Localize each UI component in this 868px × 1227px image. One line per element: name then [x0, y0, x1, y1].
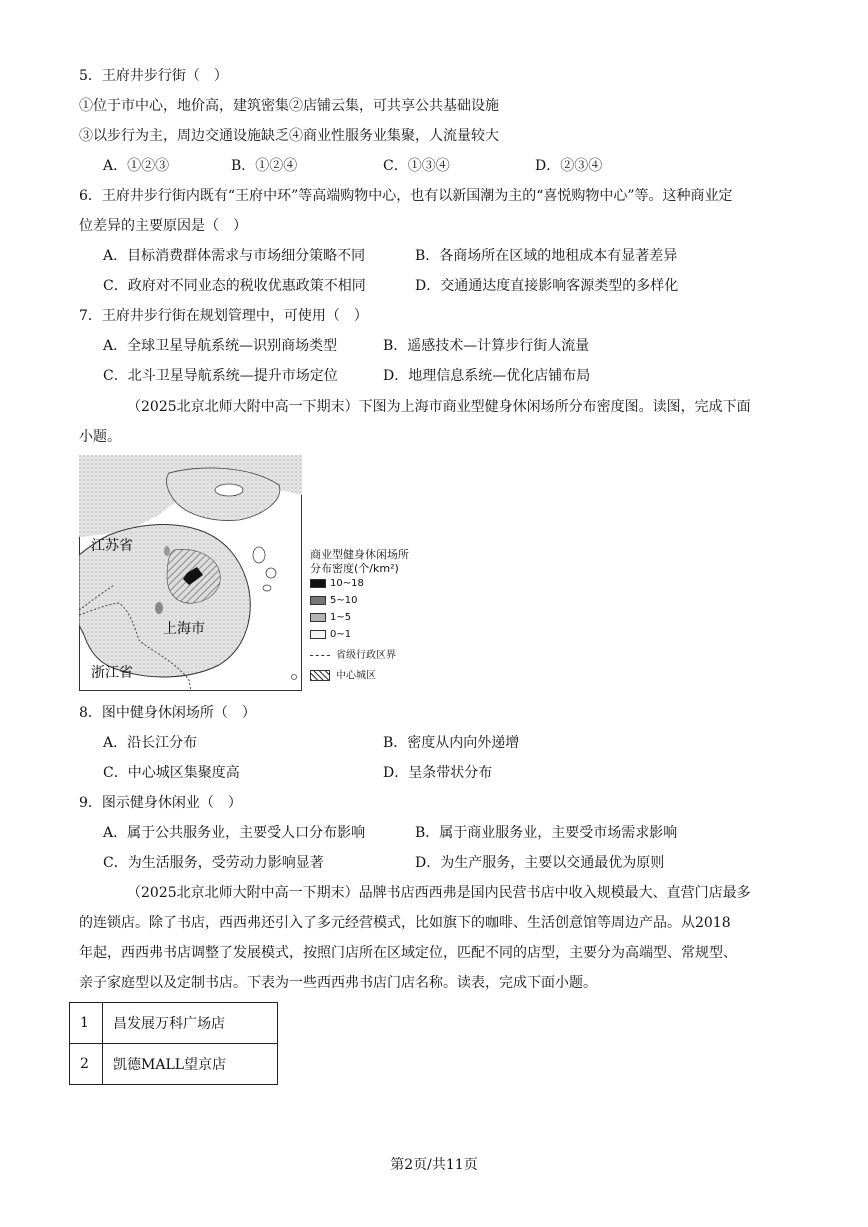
q8-option-c: C．中心城区集聚度高	[103, 765, 240, 781]
legend-item-boundary: 省级行政区界	[310, 650, 396, 662]
q7-option-d: D．地理信息系统—优化店铺布局	[383, 368, 591, 384]
legend-title-line2: 分布密度(个/km²)	[310, 562, 399, 575]
q8-option-a: A．沿长江分布	[103, 735, 198, 751]
legend-item-mid: 5~10	[310, 595, 357, 607]
legend-item-lowest: 0~1	[310, 629, 351, 641]
table-intro-line2: 的连锁店。除了书店，西西弗还引入了多元经营模式，比如旗下的咖啡、生活创意馆等周边产品。从2018	[79, 915, 731, 931]
q7-option-c: C．北斗卫星导航系统—提升市场定位	[103, 368, 338, 384]
table-intro-line1: （2025北京北师大附中高一下期末）品牌书店西西弗是国内民营书店中收入规模最大、直营门店最多	[127, 885, 751, 901]
q5-option-a: A．①②③	[103, 158, 170, 174]
q8-option-b: B．密度从内向外递增	[383, 735, 520, 751]
map-intro-line2: 小题。	[79, 429, 121, 445]
shanghai-density-map	[79, 455, 302, 691]
legend-item-core: 中心城区	[310, 670, 376, 683]
q7-option-b: B．遥感技术—计算步行街人流量	[383, 338, 590, 354]
q7-option-a: A．全球卫星导航系统—识别商场类型	[103, 338, 338, 354]
q9-stem: 9．图示健身休闲业（ ）	[79, 795, 242, 811]
q5-option-b: B．①②④	[231, 158, 298, 174]
legend-item-high: 10~18	[310, 578, 364, 590]
table-row	[70, 1003, 278, 1044]
page-footer: 第2页/共11页	[390, 1157, 478, 1173]
q9-option-d: D．为生产服务，主要以交通最优为原则	[415, 855, 665, 871]
q6-option-d: D．交通通达度直接影响客源类型的多样化	[415, 278, 679, 294]
table-intro-line3: 年起，西西弗书店调整了发展模式，按照门店所在区域定位，匹配不同的店型，主要分为高端型、常规型、	[79, 945, 737, 961]
table-cell-name: 凯德MALL望京店	[103, 1044, 278, 1085]
q8-stem: 8．图中健身休闲场所（ ）	[79, 705, 256, 721]
q5-option-d: D．②③④	[535, 158, 603, 174]
table-intro-line4: 亲子家庭型以及定制书店。下表为一些西西弗书店门店名称。读表，完成下面小题。	[79, 975, 597, 991]
q6-stem-line1: 6．王府井步行街内既有“王府中环”等高端购物中心，也有以新国潮为主的“喜悦购物中心”等。这种商业定	[79, 188, 733, 204]
table-cell-name: 昌发展万科广场店	[103, 1003, 278, 1044]
q6-option-b: B．各商场所在区域的地租成本有显著差异	[415, 248, 678, 264]
legend-item-low: 1~5	[310, 612, 351, 624]
table-cell-num: 1	[70, 1003, 103, 1044]
q7-stem: 7．王府井步行街在规划管理中，可使用（ ）	[79, 308, 368, 324]
q9-option-a: A．属于公共服务业，主要受人口分布影响	[103, 825, 366, 841]
q9-option-b: B．属于商业服务业，主要受市场需求影响	[415, 825, 678, 841]
map-legend	[302, 546, 442, 691]
q6-option-c: C．政府对不同业态的税收优惠政策不相同	[103, 278, 366, 294]
q5-option-c: C．①③④	[383, 158, 450, 174]
q5-statement-line1: ①位于市中心，地价高，建筑密集②店铺云集，可共享公共基础设施	[79, 98, 499, 114]
q6-option-a: A．目标消费群体需求与市场细分策略不同	[103, 248, 366, 264]
q6-stem-line2: 位差异的主要原因是（ ）	[79, 218, 247, 234]
q5-stem: 5．王府井步行街（ ）	[79, 68, 228, 84]
store-table	[69, 1002, 278, 1085]
label-jiangsu: 江苏省	[91, 538, 133, 554]
label-shanghai: 上海市	[163, 621, 205, 637]
table-cell-num: 2	[70, 1044, 103, 1085]
q9-option-c: C．为生活服务，受劳动力影响显著	[103, 855, 324, 871]
table-row	[70, 1044, 278, 1085]
label-zhejiang: 浙江省	[91, 665, 133, 681]
map-intro-line1: （2025北京北师大附中高一下期末）下图为上海市商业型健身休闲场所分布密度图。读图，完成下面	[127, 399, 751, 415]
q8-option-d: D．呈条带状分布	[383, 765, 493, 781]
legend-title-line1: 商业型健身休闲场所	[310, 548, 409, 561]
q5-statement-line2: ③以步行为主，周边交通设施缺乏④商业性服务业集聚，人流量较大	[79, 128, 499, 144]
